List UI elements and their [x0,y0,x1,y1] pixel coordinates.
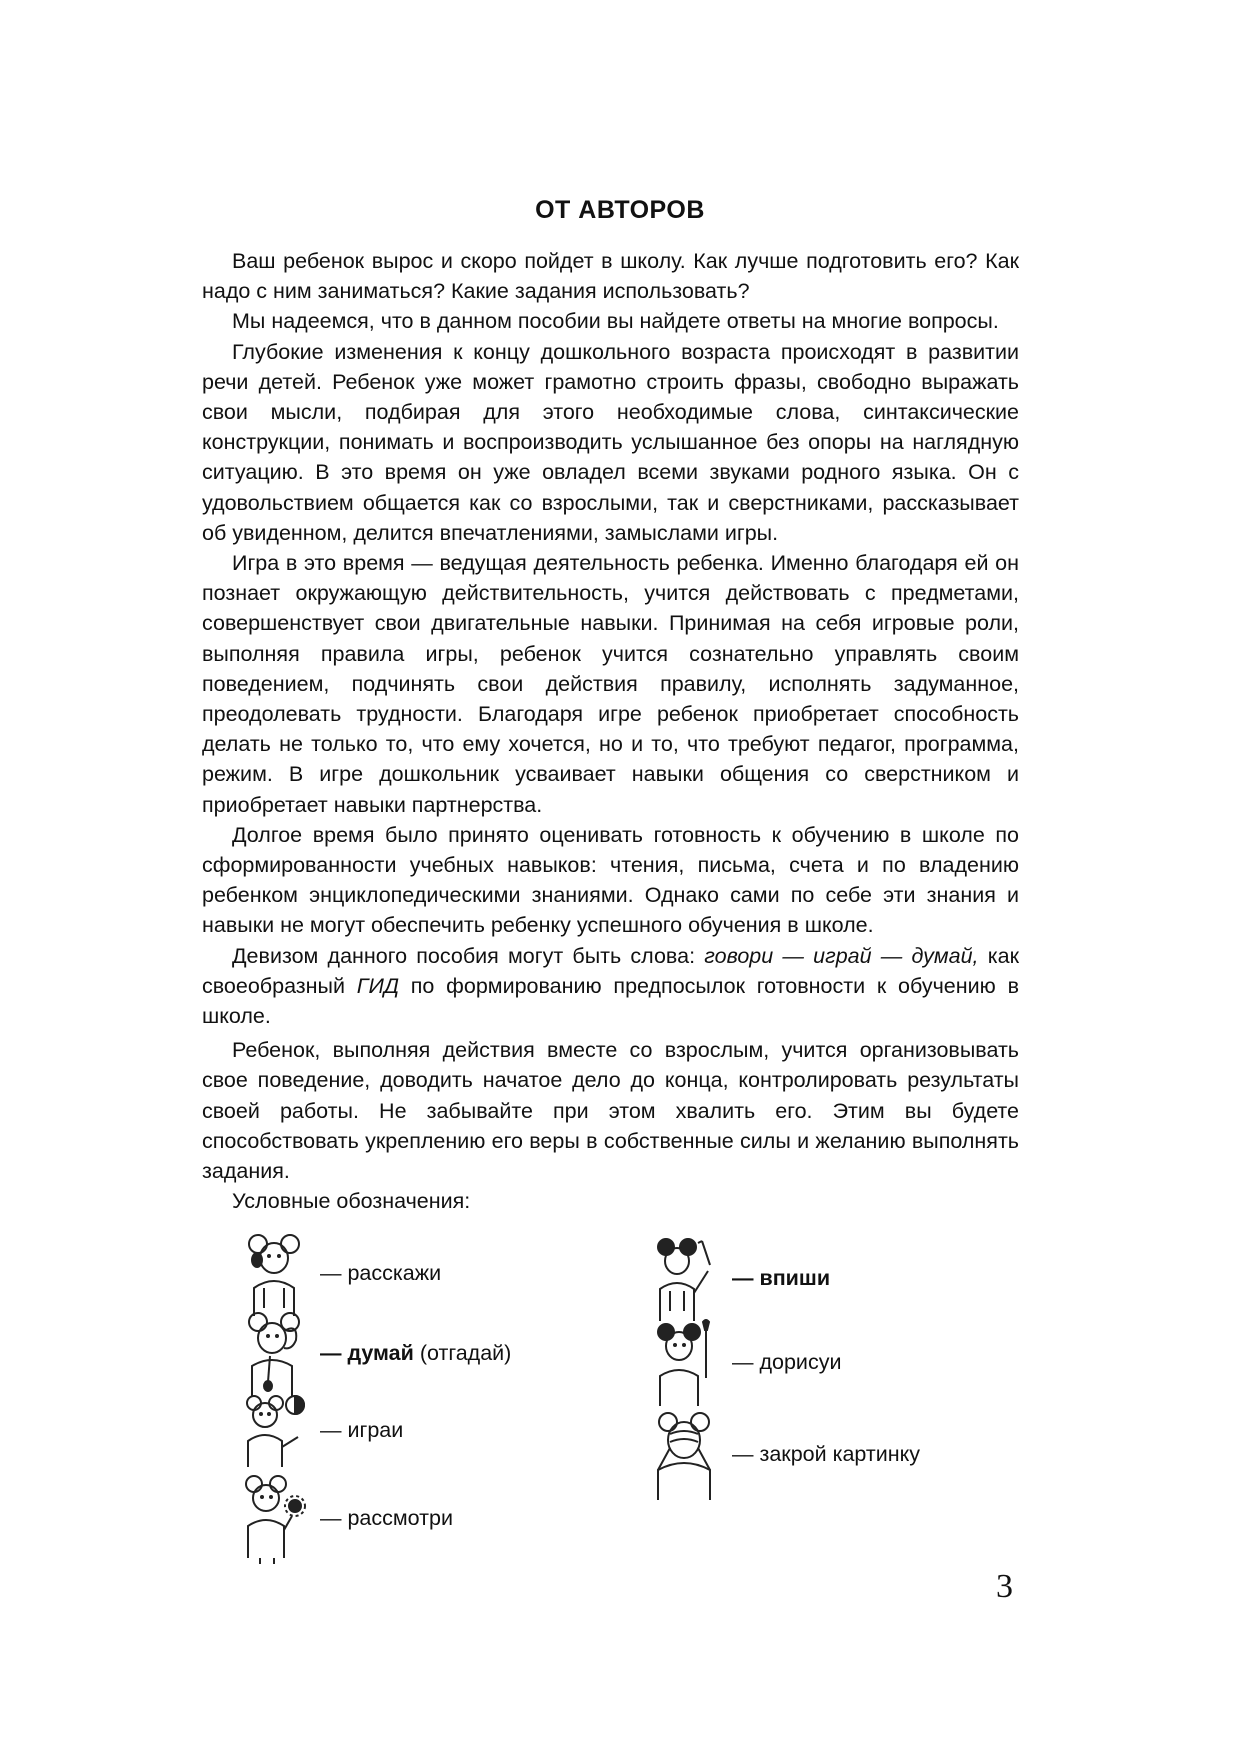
mouse-listening-icon [240,1230,308,1316]
motto-after: по формированию предпосылок готовности к обучению в школе. [202,973,1019,1029]
legend-label: — рассмотри [320,1505,453,1530]
legend-label-bold: — впиши [732,1265,831,1290]
legend-label: — играи [320,1417,404,1442]
legend-heading: Условные обозначения: [232,1189,471,1214]
mouse-covered-eyes-icon [652,1408,720,1500]
legend-label: — закрой картинку [732,1441,921,1466]
legend-label: — дорисуи [732,1349,842,1374]
paragraph: Ребенок, выполняя действия вместе со взрослым, учится организовывать свое поведение, доводить начатое дело до конца, контролировать результаты своей работы. Не забывайте при этом хвалить его. Этим вы будете способствовать укреплению его веры в собственные силы и желанию выполнять задания. [202,1038,1019,1184]
motto-middle: как своеобразный [202,943,1019,998]
paragraph: Ваш ребенок вырос и скоро пойдет в школу. Как лучше подготовить его? Как надо с ним заниматься? Какие задания использовать? [202,249,1019,304]
legend-label [320,1341,511,1366]
legend-item-dorisui [652,1318,841,1406]
legend-item-igray [240,1393,403,1467]
motto-before: Девизом данного пособия могут быть слова: [232,943,705,968]
legend-item-zakroy [652,1408,920,1500]
legend-item-dumay [240,1310,511,1396]
legend-label: — расскажи [320,1260,442,1285]
legend-item-rassmotri [240,1472,453,1564]
mouse-thinking-icon [240,1310,308,1396]
legend-item-vpishi [652,1235,830,1321]
motto-words: говори — играй — думай, [704,943,979,968]
legend-label-bold: — думай [320,1340,414,1365]
motto-gid: ГИД [356,973,399,998]
mouse-ball-icon [240,1393,308,1467]
paragraph: Глубокие изменения к концу дошкольного возраста происходят в развитии речи детей. Ребенок уже может грамотно строить фразы, свободно выражать свои мысли, подбирая для этого необходимые слова, синтаксические конструкции, понимать и воспроизводить услышанное без опоры на наглядную ситуацию. В это время он уже овладел всеми звуками родного языка. Он с удовольствием общается как со взрослыми, так и сверстниками, рассказывает об увиденном, делится впечатлениями, замыслами игры. [202,339,1019,545]
legend-label [732,1266,830,1291]
paragraph: Мы надеемся, что в данном пособии вы найдете ответы на многие вопросы. [232,309,999,334]
legend-item-rasskazhi [240,1230,441,1316]
mouse-flower-icon [240,1472,308,1564]
mouse-brush-icon [652,1318,720,1406]
page-number: 3 [996,1568,1013,1605]
paragraph: Долгое время было принято оценивать готовность к обучению в школе по сформированности учебных навыков: чтения, письма, счета и по владению ребенком энциклопедическими знаниями. Однако сами по себе эти знания и навыки не могут обеспечить ребенку успешного обучения в школе. [202,822,1019,938]
page-title: ОТ АВТОРОВ [535,196,705,224]
legend-label-rest: (отгадай) [413,1340,512,1365]
mouse-pencil-icon [652,1235,720,1321]
paragraph: Игра в это время — ведущая деятельность ребенка. Именно благодаря ей он познает окружающую действительность, учится действовать с предметами, совершенствует свои двигательные навыки. Принимая на себя игровые роли, выполняя правила игры, ребенок учится сознательно управлять своим поведением, подчинять свои действия правилу, исполнять задуманное, преодолевать трудности. Благодаря игре ребенок приобретает способность делать не только то, что ему хочется, но и то, что требуют педагог, программа, режим. В игре дошкольник усваивает навыки общения со сверстником и приобретает навыки партнерства. [202,551,1019,817]
